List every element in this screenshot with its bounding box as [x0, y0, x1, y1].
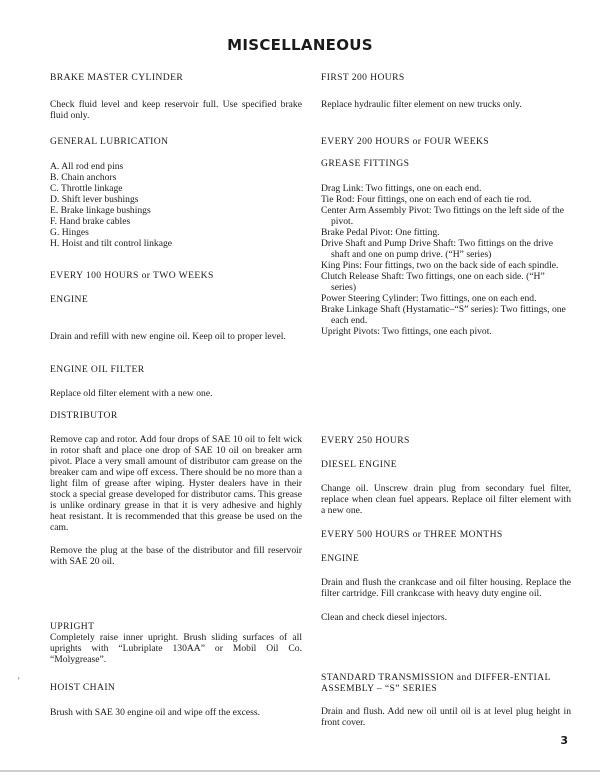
- section-text-2: Remove the plug at the base of the distributor and fill reservoir with SAE 20 oil.: [50, 545, 302, 567]
- section-engine-500: [321, 553, 571, 623]
- list-item: Brake Pedal Pivot: One fitting.: [321, 227, 440, 238]
- section-heading: EVERY 250 HOURS: [321, 435, 410, 446]
- list-item: G. Hinges: [50, 227, 89, 238]
- section-engine-oil-filter: [50, 364, 302, 399]
- section-heading: BRAKE MASTER CYLINDER: [50, 72, 184, 83]
- section-heading: ENGINE: [50, 294, 89, 305]
- list-item: A. All rod end pins: [50, 161, 124, 172]
- margin-mark: ': [18, 676, 20, 686]
- section-text: Remove cap and rotor. Add four drops of SAE 10 oil to felt wick in rotor shaft and place one drop of SAE 10 oil on breaker arm pivot. Place a very small amount of distributor cam grease on the breaker cam and wipe off excess. There should be no more than a light film of grease after wiping. Hyster dealers have in their stock a special grease developed for distributor cams. This grease is unlike ordinary grease in that it is very adhesive and highly heat resistant. It is recommended that this grease be used on the cam.: [50, 434, 302, 533]
- section-text: Replace old filter element with a new one.: [50, 388, 213, 399]
- section-general-lubrication: [50, 136, 302, 249]
- section-heading: GENERAL LUBRICATION: [50, 136, 169, 147]
- section-every-250-hours: [321, 435, 571, 446]
- list-item: Brake Linkage Shaft (Hystamatic–“S” series): Two fittings, one each end.: [321, 304, 566, 326]
- section-heading: ENGINE OIL FILTER: [50, 364, 145, 375]
- bottom-rule: [0, 770, 600, 772]
- page-title: MISCELLANEOUS: [227, 36, 373, 54]
- grease-fittings-list: [321, 183, 571, 337]
- list-item: Upright Pivots: Two fittings, one each pivot.: [321, 326, 492, 337]
- section-distributor: [50, 410, 302, 567]
- section-every-100-hours: [50, 270, 302, 281]
- section-heading: EVERY 500 HOURS or THREE MONTHS: [321, 529, 503, 540]
- section-text: Drain and flush the crankcase and oil filter housing. Replace the filter cartridge. Fill crankcase with heavy duty engine oil.: [321, 577, 571, 599]
- section-heading: GREASE FITTINGS: [321, 158, 410, 169]
- section-grease-fittings: [321, 158, 571, 337]
- lubrication-list: [50, 161, 302, 249]
- section-upright: [50, 621, 302, 665]
- list-item: B. Chain anchors: [50, 172, 117, 183]
- list-item: D. Shift lever bushings: [50, 194, 139, 205]
- section-heading: FIRST 200 HOURS: [321, 72, 405, 83]
- list-item: Tie Rod: Four fittings, one on each end of each tie rod.: [321, 194, 532, 205]
- section-heading: DIESEL ENGINE: [321, 459, 397, 470]
- list-item: Power Steering Cylinder: Two fittings, one on each end.: [321, 293, 537, 304]
- section-text: Replace hydraulic filter element on new trucks only.: [321, 99, 522, 110]
- section-text: Brush with SAE 30 engine oil and wipe off the excess.: [50, 707, 261, 718]
- section-hoist-chain: [50, 682, 302, 718]
- list-item: F. Hand brake cables: [50, 216, 131, 227]
- section-every-200-hours: [321, 136, 571, 147]
- list-item: E. Brake linkage bushings: [50, 205, 151, 216]
- section-heading: EVERY 200 HOURS or FOUR WEEKS: [321, 136, 490, 147]
- section-heading: EVERY 100 HOURS or TWO WEEKS: [50, 270, 214, 281]
- section-text-2: Clean and check diesel injectors.: [321, 612, 448, 623]
- list-item: H. Hoist and tilt control linkage: [50, 238, 173, 249]
- list-item: Drag Link: Two fittings, one on each end.: [321, 183, 482, 194]
- section-standard-transmission: [321, 672, 571, 728]
- section-every-500-hours: [321, 529, 571, 540]
- page-number: 3: [560, 734, 568, 747]
- section-diesel-engine: [321, 459, 571, 516]
- section-heading: ENGINE: [321, 553, 360, 564]
- section-text: Change oil. Unscrew drain plug from secondary fuel filter, replace when clean fuel appears. Replace oil filter element with a new one.: [321, 483, 571, 516]
- section-heading: UPRIGHT: [50, 621, 95, 632]
- section-text: Drain and flush. Add new oil until oil is at level plug height in front cover.: [321, 706, 571, 728]
- section-engine: [50, 294, 302, 342]
- list-item: Center Arm Assembly Pivot: Two fittings on the left side of the pivot.: [321, 205, 564, 227]
- section-text: Completely raise inner upright. Brush sliding surfaces of all uprights with “Lubriplate 130AA” or Mobil Oil Co. “Molygrease”.: [50, 632, 302, 665]
- section-heading: DISTRIBUTOR: [50, 410, 118, 421]
- section-text: Check fluid level and keep reservoir full. Use specified brake fluid only.: [50, 99, 302, 121]
- list-item: Drive Shaft and Pump Drive Shaft: Two fittings on the drive shaft and one on pump drive. (“H” series): [321, 238, 554, 260]
- section-brake-master-cylinder: [50, 72, 302, 121]
- section-text: Drain and refill with new engine oil. Keep oil to proper level.: [50, 331, 286, 342]
- list-item: C. Throttle linkage: [50, 183, 123, 194]
- list-item: King Pins: Four fittings, two on the back side of each spindle.: [321, 260, 559, 271]
- section-first-200-hours: [321, 72, 571, 110]
- list-item: Clutch Release Shaft: Two fittings, one on each side. (“H” series): [321, 271, 545, 293]
- section-heading: HOIST CHAIN: [50, 682, 116, 693]
- section-heading: STANDARD TRANSMISSION and DIFFER-ENTIAL ASSEMBLY – “S” SERIES: [321, 672, 551, 694]
